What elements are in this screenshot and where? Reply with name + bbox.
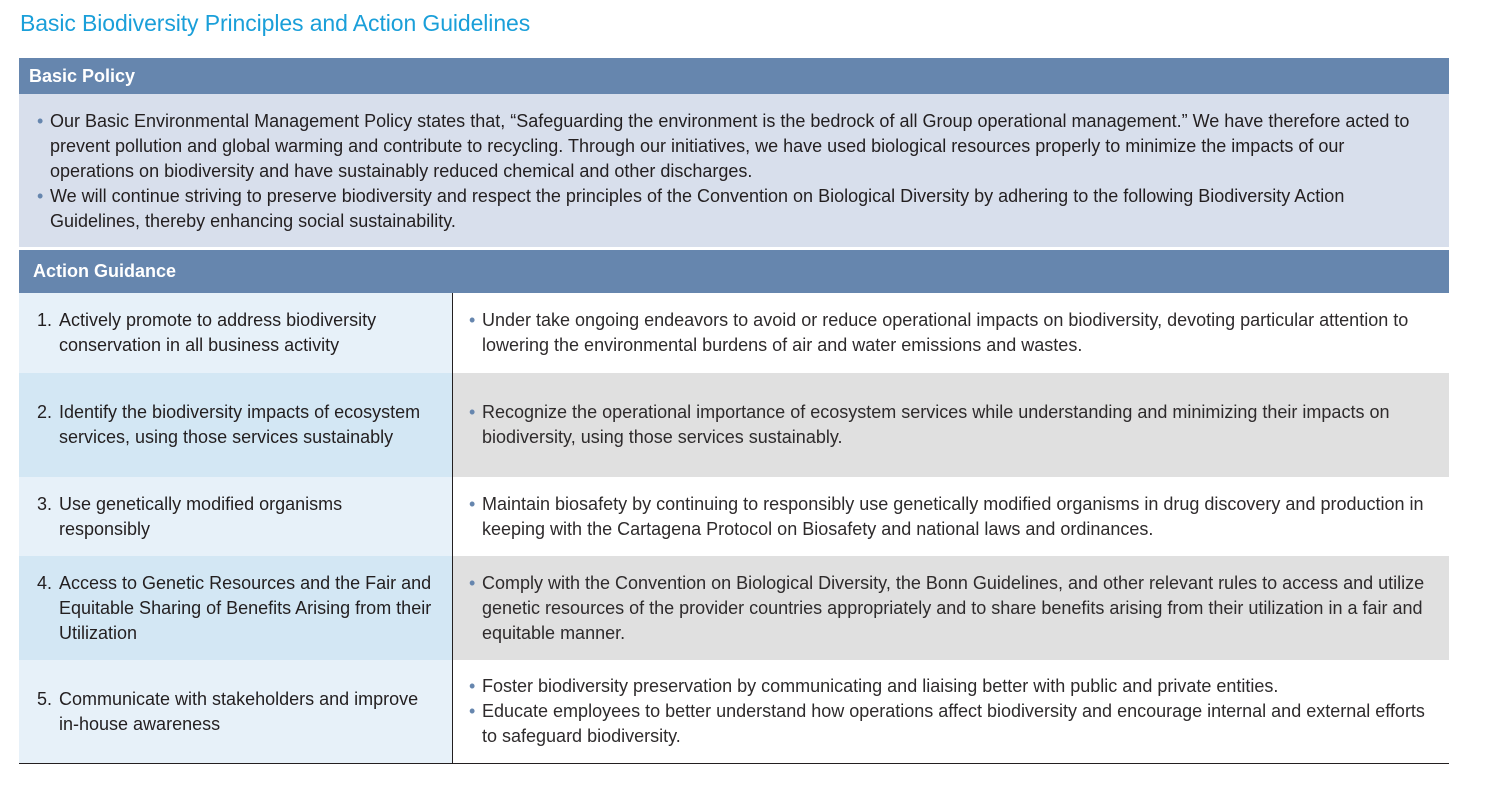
principle-text: Communicate with stakeholders and improve in-house awareness bbox=[59, 688, 419, 734]
policy-bullet: • Our Basic Environmental Management Policy states that, “Safeguarding the environment is the bedrock of all Group operational management.” We have therefore acted to prevent pollution and global warming and contribute to recycling. Through our initiatives, we have used biological resources properly to minimize the impacts of our operations on biodiversity and have sustainably reduced chemical and other discharges. bbox=[37, 109, 1429, 184]
principle-number: 1. bbox=[37, 310, 53, 330]
action-cell bbox=[453, 373, 1449, 477]
principle-number: 5. bbox=[37, 688, 53, 709]
principle-text: Identify the biodiversity impacts of ecosystem services, using those services sustainably bbox=[59, 402, 421, 447]
guidelines-table bbox=[19, 58, 1449, 764]
principle-text: Access to Genetic Resources and the Fair and Equitable Sharing of Benefits Arising from their Utilization bbox=[59, 572, 432, 643]
table-row bbox=[19, 660, 1449, 763]
action-guidance-rows bbox=[19, 293, 1449, 764]
action-guidance-header: Action Guidance bbox=[19, 250, 1449, 293]
action-bullet: • Under take ongoing endeavors to avoid or reduce operational impacts on biodiversity, devoting particular attention to lowering the environmental burdens of air and water emissions and wastes. bbox=[469, 308, 1433, 358]
action-cell bbox=[453, 660, 1449, 763]
action-bullet: • Comply with the Convention on Biological Diversity, the Bonn Guidelines, and other relevant rules to access and utilize genetic resources of the provider countries appropriately and to share benefits arising from their utilization in a fair and equitable manner. bbox=[469, 571, 1433, 646]
principle-cell bbox=[19, 293, 453, 373]
policy-bullet: • We will continue striving to preserve biodiversity and respect the principles of the Convention on Biological Diversity by adhering to the following Biodiversity Action Guidelines, thereby enhancing social sustainability. bbox=[37, 184, 1429, 234]
action-cell bbox=[453, 556, 1449, 660]
action-bullet: • Educate employees to better understand how operations affect biodiversity and encourage internal and external efforts to safeguard biodiversity. bbox=[469, 699, 1433, 749]
action-bullet: • Foster biodiversity preservation by communicating and liaising better with public and private entities. bbox=[469, 674, 1433, 699]
principle-number: 3. bbox=[37, 493, 53, 514]
basic-policy-header: Basic Policy bbox=[19, 58, 1449, 94]
basic-policy-body bbox=[19, 94, 1449, 247]
table-row bbox=[19, 373, 1449, 477]
table-row bbox=[19, 293, 1449, 373]
principle-cell bbox=[19, 556, 453, 660]
principle-text: Actively promote to address biodiversity conservation in all business activity bbox=[59, 310, 377, 355]
action-cell bbox=[453, 477, 1449, 556]
principle-text: Use genetically modified organisms responsibly bbox=[59, 493, 343, 539]
table-row bbox=[19, 556, 1449, 660]
principle-cell bbox=[19, 660, 453, 763]
principle-number: 2. bbox=[37, 402, 53, 422]
page-title: Basic Biodiversity Principles and Action Guidelines bbox=[20, 10, 531, 36]
action-bullet: • Recognize the operational importance of ecosystem services while understanding and minimizing their impacts on biodiversity, using those services sustainably. bbox=[469, 400, 1433, 450]
table-row bbox=[19, 477, 1449, 556]
principle-number: 4. bbox=[37, 572, 53, 593]
action-cell bbox=[453, 293, 1449, 373]
principle-cell bbox=[19, 373, 453, 477]
action-bullet: • Maintain biosafety by continuing to responsibly use genetically modified organisms in drug discovery and production in keeping with the Cartagena Protocol on Biosafety and national laws and ordinances. bbox=[469, 492, 1433, 542]
principle-cell bbox=[19, 477, 453, 556]
